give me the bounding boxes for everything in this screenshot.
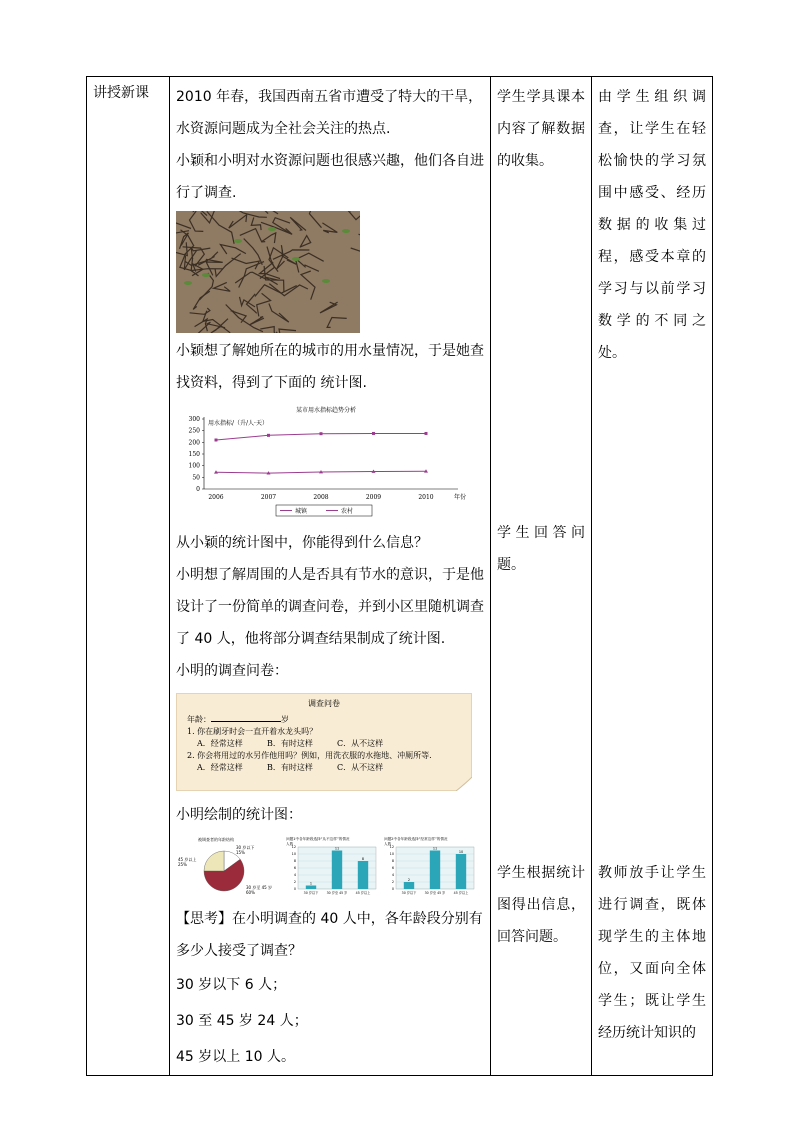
pie-slice	[204, 851, 224, 871]
sprout-mark	[234, 239, 242, 243]
data-point	[215, 439, 218, 442]
bar-value-label: 2	[407, 878, 411, 882]
pie-label: 30 岁以下	[236, 845, 255, 850]
x-tick-label: 2009	[365, 494, 382, 501]
bar-y-tick: 0	[293, 887, 296, 892]
sprout-mark	[322, 279, 330, 283]
student-activity-2: 学生回答问题。	[497, 525, 585, 573]
questionnaire-title: 调查问卷	[308, 699, 340, 708]
bar-y-tick: 6	[293, 866, 296, 871]
chart-title: 某市用水指标趋势分析	[295, 407, 357, 414]
age-label: 年龄：	[187, 715, 211, 724]
page-curl-icon	[456, 777, 472, 791]
sprout-mark	[342, 229, 350, 233]
age-blank	[211, 712, 281, 722]
y-tick-label: 0	[196, 486, 200, 493]
pie-title: 被调查者的年龄结构	[198, 837, 234, 842]
student-activity-cell	[491, 77, 592, 1076]
y-tick-label: 300	[188, 416, 200, 423]
sprout-mark	[268, 227, 276, 231]
question-paragraph: 从小颖的统计图中，你能得到什么信息？	[176, 535, 428, 551]
bar-y-tick: 4	[391, 873, 394, 878]
bar-y-label: 人数	[384, 842, 392, 846]
data-point	[425, 432, 428, 435]
bar	[306, 886, 316, 890]
student-activity-3: 学生根据统计图得出信息，回答问题。	[497, 865, 585, 945]
bar	[404, 882, 414, 889]
bar-y-tick: 2	[293, 880, 296, 885]
q1-option-b: B．有时这样	[267, 739, 313, 748]
drought-photo	[176, 211, 360, 333]
y-axis-label: 用水指标/（升/人·天）	[208, 420, 268, 427]
bar-y-tick: 10	[389, 852, 394, 857]
q2-option-c: C．从不这样	[337, 763, 384, 772]
survey-charts	[176, 835, 486, 897]
data-point	[267, 434, 270, 437]
age-unit: 岁	[281, 715, 289, 724]
pie-percent: 25%	[178, 862, 187, 867]
legend-label: 农村	[341, 508, 354, 515]
intro-paragraph: 2010 年春，我国西南五省市遭受了特大的干旱，水资源问题成为全社会关注的热点.	[176, 89, 483, 137]
sprout-mark	[184, 281, 192, 285]
section-label: 讲授新课	[93, 85, 149, 101]
y-tick-label: 250	[188, 427, 200, 435]
bar-y-tick: 12	[389, 845, 394, 850]
city-water-paragraph: 小颖想了解她所在的城市的用水量情况，于是她查找资料，得到了下面的 统计图.	[176, 343, 484, 391]
bar-value-label: 8	[361, 857, 365, 861]
answer-30-45: 30 至 45 岁 24 人；	[176, 1013, 308, 1029]
bar	[456, 854, 466, 889]
q2-option-a: A．经常这样	[197, 763, 243, 772]
charts-heading: 小明绘制的统计图：	[176, 807, 302, 823]
pie-percent: 60%	[246, 890, 255, 895]
bar-chart-title: 问题2中各年龄段选择“经常这样”的情况	[384, 837, 448, 841]
y-tick-label: 200	[188, 439, 200, 447]
data-point	[372, 432, 375, 435]
sprout-mark	[202, 273, 210, 277]
answer-under-30: 30 岁以下 6 人；	[176, 977, 287, 993]
bar-y-tick: 0	[391, 887, 394, 892]
bar-chart-title: 问题1中各年龄段选择“从不这样”的情况	[286, 837, 350, 841]
data-point	[320, 432, 323, 435]
bar-y-tick: 12	[291, 845, 296, 850]
bar-value-label: 10	[458, 850, 464, 854]
design-intent-cell	[592, 77, 713, 1076]
bar-y-tick: 4	[293, 873, 296, 878]
bar	[430, 851, 440, 890]
bar	[358, 861, 368, 889]
bar	[332, 851, 342, 890]
q1-option-c: C．从不这样	[337, 739, 384, 748]
bar-category-label: 30 岁以下	[303, 891, 319, 895]
x-tick-label: 2007	[260, 494, 277, 501]
bar-y-tick: 8	[391, 859, 394, 864]
bar-category-label: 45 岁以上	[453, 891, 469, 895]
content-cell	[170, 77, 491, 1076]
question-2: 2. 你会将用过的水另作他用吗？例如，用洗衣服的水拖地、冲厕所等.	[187, 751, 432, 760]
bar-y-label: 人数	[286, 842, 294, 846]
design-intent-2: 教师放手让学生进行调查，既体现学生的主体地位，又面向全体学生；既让学生经历统计知识的	[598, 865, 706, 1041]
x-axis-label: 年份	[454, 494, 467, 501]
legend-label: 城镇	[295, 508, 308, 515]
bar-y-tick: 6	[391, 866, 394, 871]
x-tick-label: 2006	[208, 494, 224, 501]
q2-option-b: B．有时这样	[267, 763, 313, 772]
bar-y-tick: 8	[293, 859, 296, 864]
pie-label: 30 岁至 45 岁	[246, 885, 272, 890]
lesson-table	[86, 76, 713, 1076]
answer-over-45: 45 岁以上 10 人。	[176, 1049, 295, 1065]
water-usage-line-chart	[176, 405, 476, 523]
pie-percent: 15%	[236, 850, 245, 855]
y-tick-label: 150	[188, 451, 200, 458]
questionnaire-heading: 小明的调查问卷：	[176, 663, 288, 679]
q1-option-a: A．经常这样	[197, 739, 243, 748]
sprout-mark	[292, 257, 300, 261]
y-tick-label: 100	[188, 462, 200, 470]
student-activity-1: 学生学具课本内容了解数据的收集。	[497, 89, 585, 169]
question-1: 1. 你在刷牙时会一直开着水龙头吗？	[187, 727, 318, 736]
xiaoming-paragraph: 小明想了解周围的人是否具有节水的意识，于是他设计了一份简单的调查问卷，并到小区里随机调查了 40 人，他将部分调查结果制成了统计图.	[176, 567, 484, 647]
survey-intro-paragraph: 小颖和小明对水资源问题也很感兴趣，他们各自进行了调查.	[176, 153, 484, 201]
bar-value-label: 11	[432, 846, 438, 851]
design-intent-1: 由学生组织调查，让学生在轻松愉快的学习氛围中感受、经历数据的收集过程，感受本章的学习与以前学习数学的不同之处。	[598, 89, 706, 361]
bar-y-tick: 2	[391, 880, 394, 885]
questionnaire-card	[176, 693, 472, 791]
bar-category-label: 30 岁至 45 岁	[326, 891, 348, 895]
bar-category-label: 30 岁至 45 岁	[424, 891, 446, 895]
section-cell	[87, 77, 170, 1076]
bar-value-label: 11	[334, 846, 340, 851]
bar-value-label: 1	[309, 881, 313, 886]
think-paragraph: 【思考】在小明调查的 40 人中，各年龄段分别有多少人接受了调查？	[176, 911, 483, 959]
bar-category-label: 30 岁以下	[401, 891, 417, 895]
x-tick-label: 2008	[313, 494, 329, 501]
pie-label: 45 岁以上	[178, 857, 197, 862]
x-tick-label: 2010	[418, 494, 434, 501]
bar-y-tick: 10	[291, 852, 296, 857]
bar-category-label: 45 岁以上	[355, 891, 371, 895]
y-tick-label: 50	[192, 474, 200, 482]
